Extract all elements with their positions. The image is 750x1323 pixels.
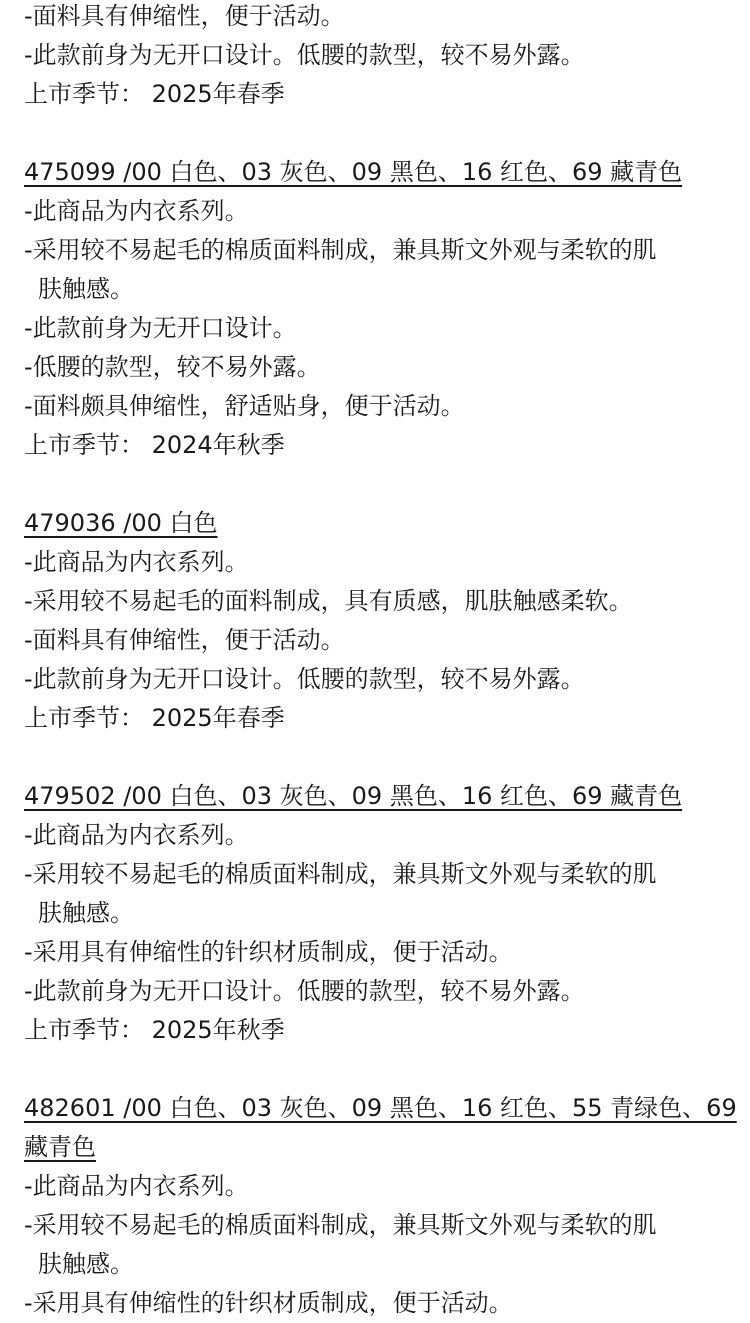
feature-bullet-continuation: 肤触感。 (38, 1250, 134, 1278)
product-title-text: 482601 /00 白色、03 灰色、09 黑色、16 红色、55 青绿色、69 (24, 1094, 737, 1122)
product-title-text: 479502 /00 白色、03 灰色、09 黑色、16 红色、69 藏青色 (24, 782, 683, 810)
feature-bullet: -采用具有伸缩性的针织材质制成，便于活动。 (24, 1289, 513, 1317)
feature-bullet: -此商品为内衣系列。 (24, 197, 249, 225)
release-season: 上市季节： 2025年秋季 (24, 1016, 285, 1044)
feature-bullet: -面料具有伸缩性，便于活动。 (24, 2, 345, 30)
feature-bullet: -此款前身为无开口设计。低腰的款型，较不易外露。 (24, 41, 585, 69)
product-section (0, 504, 750, 777)
product-section (0, 1089, 750, 1323)
feature-bullet: -采用具有伸缩性的针织材质制成，便于活动。 (24, 938, 513, 966)
product-title (0, 504, 750, 543)
feature-bullet: -此商品为内衣系列。 (24, 821, 249, 849)
product-section (0, 777, 750, 1089)
product-title (0, 777, 750, 816)
release-season: 上市季节： 2025年春季 (24, 80, 285, 108)
feature-bullet: -采用较不易起毛的棉质面料制成，兼具斯文外观与柔软的肌 (24, 860, 657, 888)
release-season: 上市季节： 2024年秋季 (24, 431, 285, 459)
product-title-text: 藏青色 (24, 1133, 96, 1161)
feature-bullet: -此商品为内衣系列。 (24, 548, 249, 576)
feature-bullet: -面料具有伸缩性，便于活动。 (24, 626, 345, 654)
feature-bullet: -面料颇具伸缩性，舒适贴身，便于活动。 (24, 392, 465, 420)
feature-bullet: -采用较不易起毛的面料制成，具有质感，肌肤触感柔软。 (24, 587, 633, 615)
product-title (0, 153, 750, 192)
section-spacer (0, 114, 750, 153)
feature-bullet-continuation: 肤触感。 (38, 899, 134, 927)
product-section (0, 153, 750, 504)
section-spacer (0, 465, 750, 504)
product-title-text: 479036 /00 白色 (24, 509, 218, 537)
feature-bullet: -此款前身为无开口设计。 (24, 314, 297, 342)
product-section (0, 0, 750, 153)
product-title-text: 475099 /00 白色、03 灰色、09 黑色、16 红色、69 藏青色 (24, 158, 683, 186)
feature-bullet: -此商品为内衣系列。 (24, 1172, 249, 1200)
section-spacer (0, 738, 750, 777)
feature-bullet: -此款前身为无开口设计。低腰的款型，较不易外露。 (24, 665, 585, 693)
product-title (0, 1089, 750, 1128)
feature-bullet: -低腰的款型，较不易外露。 (24, 353, 321, 381)
feature-bullet: -采用较不易起毛的棉质面料制成，兼具斯文外观与柔软的肌 (24, 236, 657, 264)
feature-bullet: -此款前身为无开口设计。低腰的款型，较不易外露。 (24, 977, 585, 1005)
release-season: 上市季节： 2025年春季 (24, 704, 285, 732)
feature-bullet: -采用较不易起毛的棉质面料制成，兼具斯文外观与柔软的肌 (24, 1211, 657, 1239)
feature-bullet-continuation: 肤触感。 (38, 275, 134, 303)
product-title (0, 1128, 750, 1167)
section-spacer (0, 1050, 750, 1089)
